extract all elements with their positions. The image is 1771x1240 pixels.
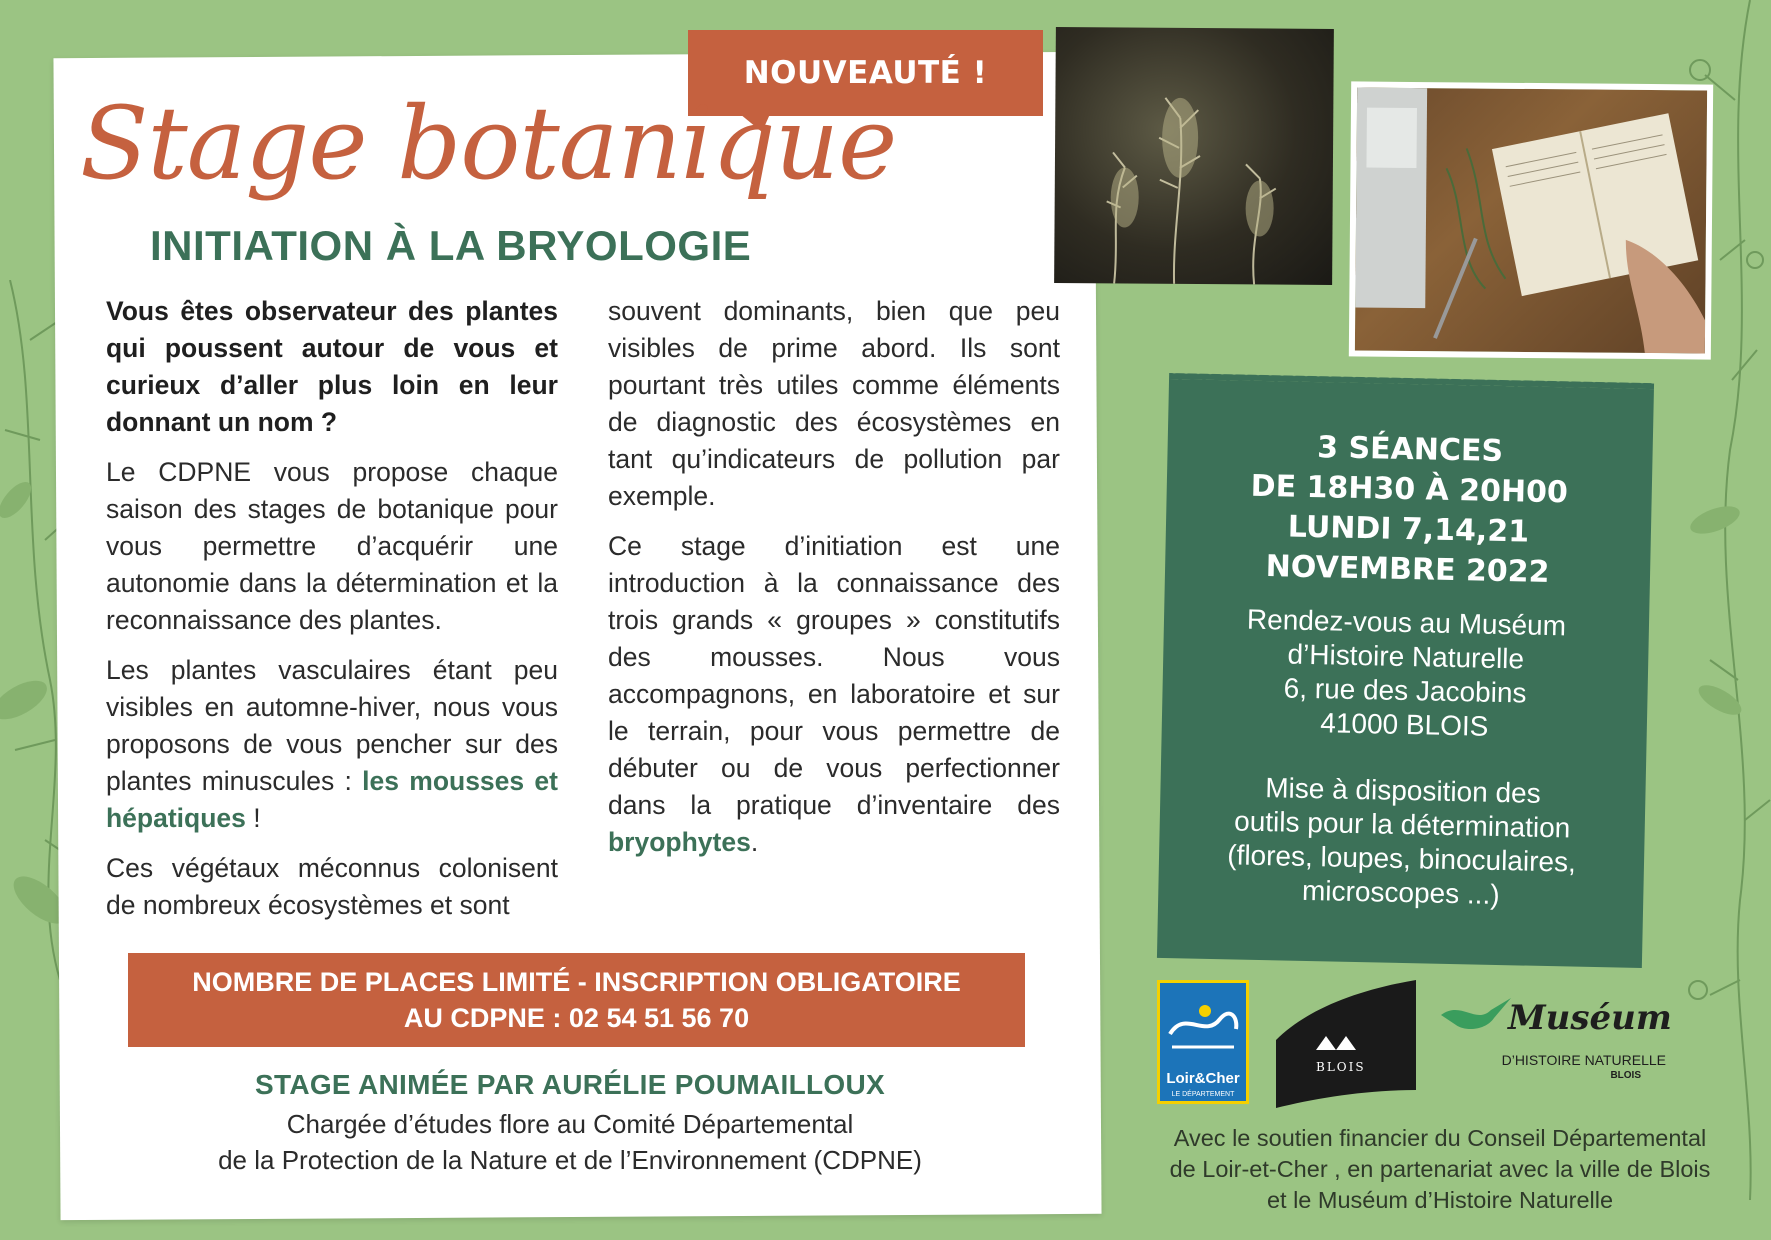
schedule-heading: 3 SÉANCES DE 18H30 À 20H00 LUNDI 7,14,21 NOVEMBRE 2022 xyxy=(1250,430,1569,590)
loir-et-cher-logo: Loir&Cher LE DÉPARTEMENT xyxy=(1157,980,1249,1104)
banner-line: NOMBRE DE PLACES LIMITÉ - INSCRIPTION OBLIGATOIRE xyxy=(192,967,961,997)
blois-logo: BLOIS xyxy=(1276,980,1416,1108)
new-badge: NOUVEAUTÉ ! xyxy=(688,30,1043,116)
highlight-text: les mousses et hépatiques xyxy=(106,766,558,833)
text-column-1 xyxy=(106,293,558,937)
paragraph: Ces végétaux méconnus colonisent de nombreux écosystèmes et sont xyxy=(106,853,558,920)
highlight-text: bryophytes xyxy=(608,827,751,857)
sponsor-text: Avec le soutien financier du Conseil Départemental de Loir-et-Cher , en partenariat avec la ville de Blois et le Muséum d’Histoire Naturelle xyxy=(1169,1125,1711,1213)
museum-logo: Muséum D’HISTOIRE NATURELLE BLOIS xyxy=(1436,990,1666,1100)
paragraph: Les plantes vasculaires étant peu visibles en automne-hiver, nous vous proposons de vous pencher sur des plantes minuscules : les mousses et hépatiques ! xyxy=(106,655,558,833)
animator-description: Chargée d’études flore au Comité Départemental de la Protection de la Nature et de l’Environnement (CDPNE) xyxy=(218,1109,922,1175)
page-subtitle: INITIATION À LA BRYOLOGIE xyxy=(150,222,752,269)
animator-name: STAGE ANIMÉE PAR AURÉLIE POUMAILLOUX xyxy=(255,1069,885,1100)
paragraph: souvent dominants, bien que peu visibles de prime abord. Ils sont pourtant très utiles comme éléments de diagnostic des écosystèmes en tant qu’indicateurs de pollution par exemple. xyxy=(608,296,1060,511)
paragraph: Ce stage d’initiation est une introduction à la connaissance des trois grands « groupes » constitutifs des mousses. Nous vous accompagnons, en laboratoire et sur le terrain, pour vous permettre de débuter ou de vous perfectionner dans la pratique d’inventaire des bryophytes. xyxy=(608,531,1060,857)
registration-banner xyxy=(128,953,1025,1047)
text-column-2 xyxy=(608,293,1060,874)
info-panel xyxy=(1157,373,1654,968)
moss-photo xyxy=(1054,27,1334,285)
venue-text: Rendez-vous au Muséum d’Histoire Naturelle 6, rue des Jacobins 41000 BLOIS xyxy=(1246,603,1567,742)
paragraph: Le CDPNE vous propose chaque saison des stages de botanique pour vous permettre d’acquérir une autonomie dans la détermination et la reconnaissance des plantes. xyxy=(106,457,558,635)
tools-text: Mise à disposition des outils pour la détermination (flores, loupes, binoculaires, microscopes ...) xyxy=(1226,772,1577,911)
perforated-edge xyxy=(1169,369,1654,389)
lead-paragraph: Vous êtes observateur des plantes qui poussent autour de vous et curieux d’aller plus loin en leur donnant un nom ? xyxy=(106,296,558,437)
page-title: Stage botanique xyxy=(80,85,897,202)
banner-phone: AU CDPNE : 02 54 51 56 70 xyxy=(403,1003,750,1033)
lab-photo xyxy=(1349,81,1713,359)
hummingbird-icon xyxy=(1436,990,1516,1050)
